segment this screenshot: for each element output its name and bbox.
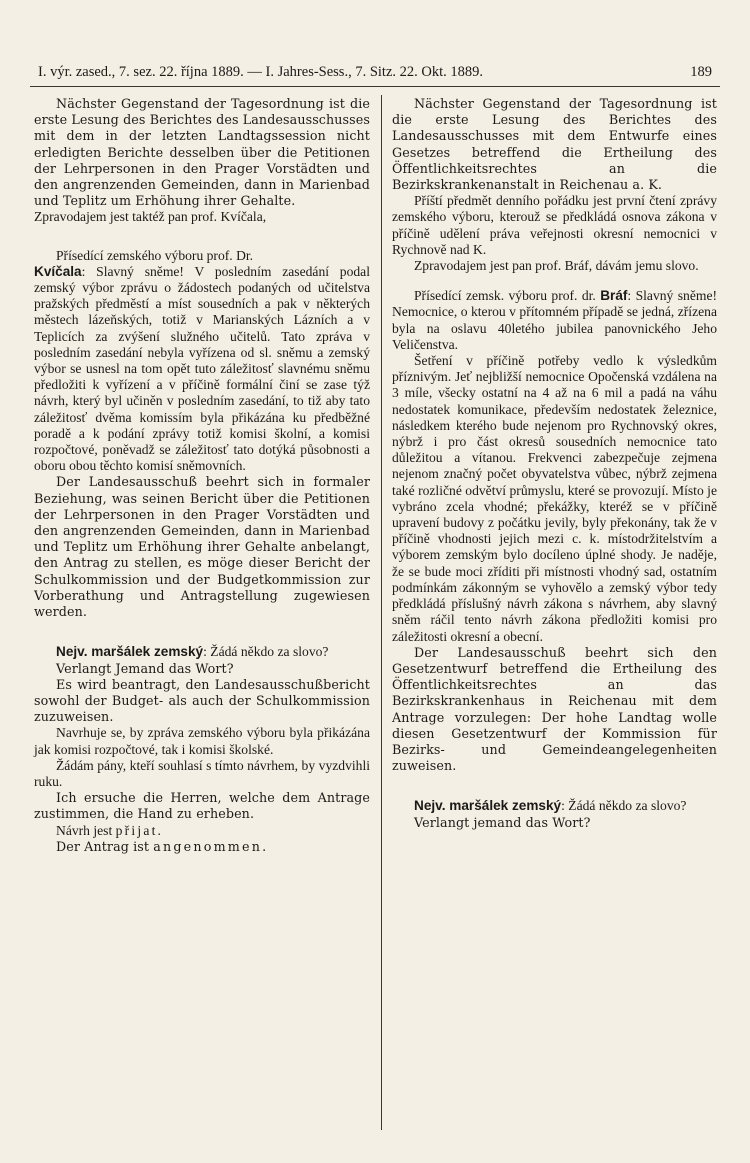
german-motion-paragraph: Der Landesausschuß beehrt sich in formaler Beziehung, was seinen Bericht über die Petitionen der Lehrpersonen in den Prager Vorstädten und den angrenzenden Gemeinden, dann in Marienbad und Teplitz um Erhöhung ihrer Gehalte anbelangt, den Antrag zu stellen, es möge dieser Bericht der Schulkommission und der Budgetkommission zur Vorberathung und Antragstellung zugewiesen werden.	[34, 474, 370, 620]
czech-agenda-paragraph: Příští předmět denního pořádku jest první čtení zprávy zemského výboru, kterouž se předkládá osnova zákona v příčině udělení práva veřejnosti okresní nemocnici v Rychnově nad K.	[392, 193, 717, 257]
german-motion-paragraph: Der Landesausschuß beehrt sich den Gesetzentwurf betreffend die Ertheilung des Öffentlichkeitsrechtes an das Bezirkskrankenhaus in Reichenau mit dem Antrage vorzulegen: Der hohe Landtag wolle diesen Gesetzentwurf der Kommission für Bezirks- und Gemeindeangelegenheiten zuweisen.	[392, 644, 717, 774]
result-spaced: přijat.	[115, 822, 164, 838]
german-result-paragraph	[34, 839, 370, 855]
speaker-name: Kvíčala	[34, 263, 82, 279]
speaker-name: Nejv. maršálek zemský	[414, 798, 562, 814]
vote-request-paragraph: Žádám pány, kteří souhlasí s tímto návrhem, by vyzdvihli ruku.	[34, 757, 370, 789]
speech-intro: Přísedící zemského výboru prof. Dr.	[56, 247, 254, 263]
speaker-name: Bráf	[600, 288, 628, 304]
german-vote-request-paragraph: Ich ersuche die Herren, welche dem Antrage zustimmen, die Hand zu erheben.	[34, 790, 370, 822]
speech-text: : Slavný sněme! Nemocnice, o kterou v přítomném případě se jedná, zřízena byla na oslavu 40letého jubilea panovnického Jeho Veličenstva.	[392, 288, 718, 352]
rapporteur-paragraph: Zpravodajem jest taktéž pan prof. Kvíčala,	[34, 209, 267, 225]
result-paragraph	[34, 823, 370, 839]
page-number: 189	[690, 64, 712, 80]
speech-text: : Slavný sněme! V posledním zasedání podal zemský výbor zprávu o žádostech podaných od učitelstva pražských předměstí a míst sousedních a pak v některých městech lázeňských, totiž v Marianských Lázních a v Teplicích za zvýšení služného učitelů. Tato zpráva v posledním zasedání nebyla vyřízena od sl. sněmu a zemský výbor se usnesl na tom opět tuto záležitosť slavnému sněmu předložiti k vyřízení a v příčině formální činí se zase týž návrh, který byl učiněn v posledním zasedání, to tiž aby tato záležitosť dvěma komissím byla přikázána ku předběžné poradě a k podání zprávy totiž komisi školní, a komisi rozpočtové, poněvadž se záležitosť tato dotýká působnosti a oboru obou těchto komisí sněmovních.	[34, 263, 370, 474]
german-question-paragraph: Verlangt Jemand das Wort?	[56, 660, 234, 676]
result-text: Der Antrag ist	[56, 838, 154, 854]
agenda-item-paragraph: Nächster Gegenstand der Tagesordnung ist die erste Lesung des Berichtes des Landesausschusses mit dem Entwurfe eines Gesetzes betreffend die Ertheilung des Öffentlichkeitsrechtes an die Bezirkskrankenanstalt in Reichenau a. K.	[392, 96, 717, 193]
rapporteur-paragraph: Zpravodajem jest pan prof. Bráf, dávám jemu slovo.	[414, 258, 699, 274]
speech-paragraph	[392, 288, 717, 353]
german-proposal-paragraph: Es wird beantragt, den Landesausschußbericht sowohl der Budget- als auch der Schulkommission zuzuweisen.	[34, 676, 370, 725]
column-divider	[381, 95, 382, 1130]
czech-proposal-paragraph: Navrhuje se, by zpráva zemského výboru byla přikázána jak komisi rozpočtové, tak i komisi školské.	[34, 725, 370, 757]
result-spaced: angenommen.	[153, 838, 269, 854]
speech-text: : Žádá někdo za slovo?	[561, 798, 687, 814]
marshal-question-paragraph	[34, 644, 370, 660]
running-header: I. výr. zased., 7. sez. 22. října 1889. — I. Jahres-Sess., 7. Sitz. 22. Okt. 1889.	[38, 64, 484, 80]
left-column	[34, 96, 370, 855]
german-question-paragraph: Verlangt jemand das Wort?	[414, 814, 591, 830]
speaker-name: Nejv. maršálek zemský	[56, 644, 204, 660]
header-rule	[30, 86, 720, 87]
result-text: Návrh jest	[56, 822, 116, 838]
right-column	[392, 96, 717, 831]
speech-paragraph	[34, 248, 370, 475]
speech-intro: Přísedící zemsk. výboru prof. dr.	[414, 288, 596, 304]
speech-continuation-paragraph: Šetření v příčině potřeby vedlo k výsledkům příznivým. Jeť nejbližší nemocnice Opočenská vzdálena na 3 míle, všecky ostatní na 4 až na 6 mil a padá na váhu nedostatek komunikace, především nedostatek železnice, následkem kterého bude nejenom pro Rychnovský okres, nýbrž i pro část okresů sousedních nemocnice tato důležitou a vítanou. Frekvenci zabezpečuje zejmena nejenom značný počet obyvatelstva vůbec, nýbrž zejmena také rozličné odvětví průmyslu, které se provozují. Místo je vybráno zcela vhodné; překážky, kteréž se v příčině upravení budovy z počátku jevily, byly překonány, tak že v příčině vhodnosti jejich mezi c. k. místodržitelstvím a výborem zemským bylo docíleno úplné shody. Je naděje, že se bude moci zříditi při místnosti vhodný sad, ostatním podmínkám zákonným se vyhovělo a zemský výbor tedy předkládá příslušný návrh zákona s návrhem, aby slavný sněm ráčil tento návrh zákona předložiti komisi pro záležitosti okresní a obecní.	[392, 353, 717, 644]
page-header	[30, 60, 720, 86]
marshal-question-paragraph	[392, 798, 717, 814]
speech-text: : Žádá někdo za slovo?	[203, 644, 329, 660]
agenda-item-paragraph: Nächster Gegenstand der Tagesordnung ist die erste Lesung des Berichtes des Landesausschusses mit dem in der letzten Landtagssession nicht erledigten Berichte desselben über die Petitionen der Lehrpersonen in den Prager Vorstädten und den angrenzenden Gemeinden, dann in Marienbad und Teplitz um Erhöhung ihrer Gehalte.	[34, 96, 370, 209]
